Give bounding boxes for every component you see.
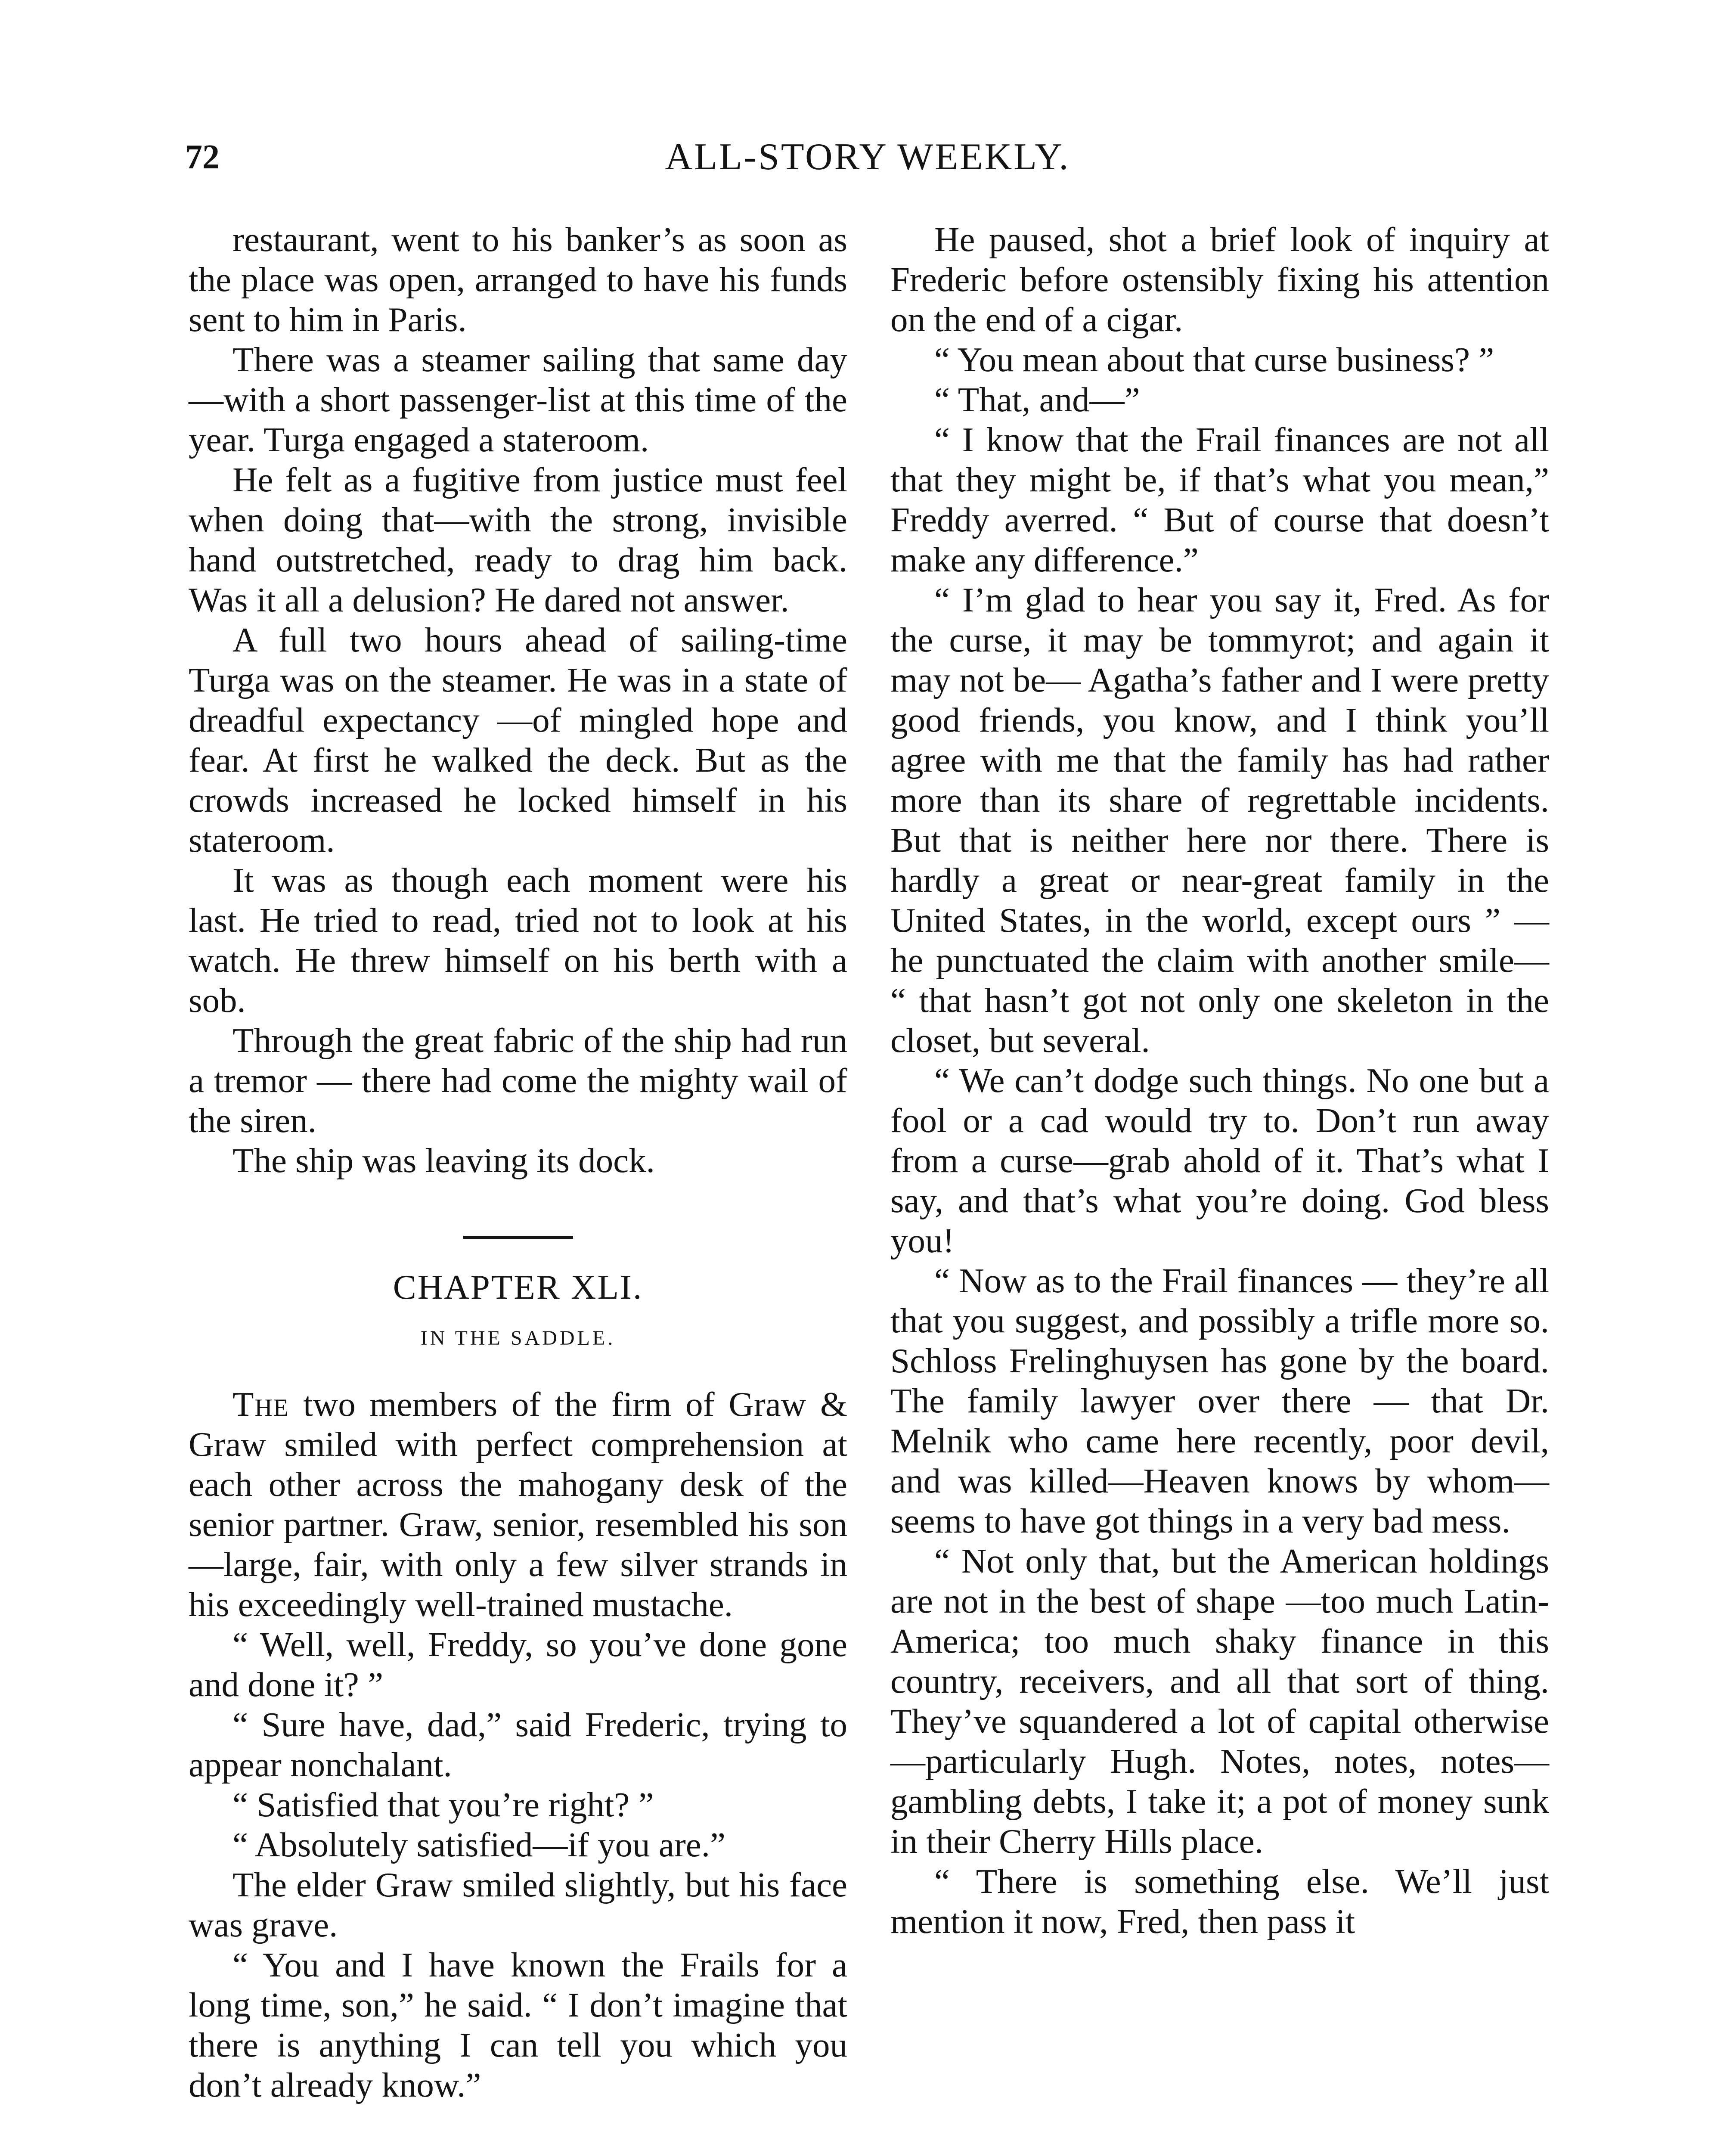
right-column [890,220,1549,1942]
paragraph: “ You and I have known the Frails for a long time, son,” he said. “ I don’t imagine that there is anything I can tell you which you don’t already know.” [189,1945,847,2104]
paragraph: He felt as a fugitive from justice must feel when doing that—with the strong, invisible hand outstretched, ready to drag him back. Was it all a delusion? He dared not answer. [189,460,847,619]
paragraph: It was as though each moment were his last. He tried to read, tried not to look at his watch. He threw himself on his berth with a sob. [189,861,847,1020]
paragraph: “ Not only that, but the American holdings are not in the best of shape —too much Latin-America; too much shaky finance in this country, receivers, and all that sort of thing. They’ve squandered a lot of capital otherwise—particularly Hugh. Notes, notes, notes—gambling debts, I take it; a pot of money sunk in their Cherry Hills place. [890,1542,1549,1861]
paragraph: He paused, shot a brief look of inquiry at Frederic before ostensibly fixing his attention on the end of a cigar. [890,220,1549,339]
chapter-title: CHAPTER XLI. [393,1268,643,1306]
opening-word: The [232,1385,289,1424]
paragraph: The ship was leaving its dock. [232,1141,655,1180]
paragraph: “ We can’t dodge such things. No one but a fool or a cad would try to. Don’t run away from a curse—grab ahold of it. That’s what I say, and that’s what you’re doing. God bless you! [890,1061,1549,1260]
opening-text: two members of the firm of Graw & Graw smiled with perfect comprehension at each other across the mahogany desk of the senior partner. Graw, senior, resembled his son —large, fair, with only a few silver strands in his exceedingly well-trained mustache. [189,1385,847,1624]
chapter-opening-paragraph [189,1384,847,1625]
page-number: 72 [185,138,220,176]
paragraph: “ Satisfied that you’re right? ” [232,1785,654,1824]
chapter-subtitle: IN THE SADDLE. [420,1327,616,1350]
paragraph: The elder Graw smiled slightly, but his face was grave. [189,1865,847,1944]
section-divider [463,1236,573,1239]
left-column [189,220,847,2105]
paragraph: “ That, and—” [934,380,1140,419]
page-header [185,131,1550,187]
paragraph: “ I’m glad to hear you say it, Fred. As for the curse, it may be tommyrot; and again it may not be— Agatha’s father and I were pretty good friends, you know, and I think you’ll agree with me that the family has had rather more than its share of regrettable incidents. But that is neither here nor there. There is hardly a great or near-great family in the United States, in the world, except ours ” — he punctuated the claim with another smile— “ that hasn’t got not only one skeleton in the closet, but several. [890,580,1549,1060]
paragraph: restaurant, went to his banker’s as soon as the place was open, arranged to have his funds sent to him in Paris. [189,220,847,339]
paragraph: Through the great fabric of the ship had run a tremor — there had come the mighty wail of the siren. [189,1021,847,1140]
running-title: ALL-STORY WEEKLY. [665,136,1070,178]
paragraph: “ Now as to the Frail finances — they’re all that you suggest, and possibly a trifle more so. Schloss Frelinghuysen has gone by the board. The family lawyer over there — that Dr. Melnik who came here recently, poor devil, and was killed—Heaven knows by whom—seems to have got things in a very bad mess. [890,1261,1549,1540]
paragraph: “ Sure have, dad,” said Frederic, trying to appear nonchalant. [189,1705,847,1784]
paragraph: A full two hours ahead of sailing-time Turga was on the steamer. He was in a state of dreadful expectancy —of mingled hope and fear. At first he walked the deck. But as the crowds increased he locked himself in his stateroom. [189,620,847,859]
paragraph: There was a steamer sailing that same day—with a short passenger-list at this time of the year. Turga engaged a stateroom. [189,340,847,459]
paragraph: “ I know that the Frail finances are not all that they might be, if that’s what you mean,” Freddy averred. “ But of course that doesn’t make any difference.” [890,420,1549,579]
paragraph: “ Absolutely satisfied—if you are.” [232,1825,725,1864]
paragraph: “ There is something else. We’ll just mention it now, Fred, then pass it [890,1862,1549,1941]
paragraph: “ You mean about that curse business? ” [934,340,1494,379]
paragraph: “ Well, well, Freddy, so you’ve done gone and done it? ” [189,1625,847,1704]
